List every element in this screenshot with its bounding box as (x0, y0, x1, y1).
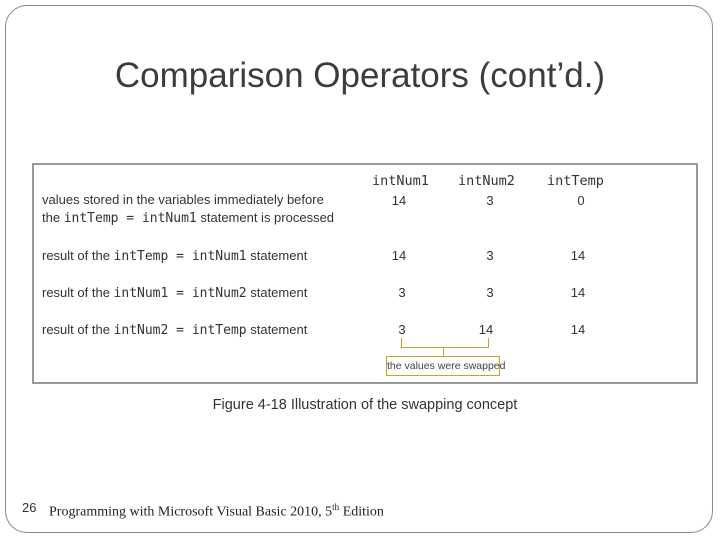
header-intnum1: intNum1 (372, 173, 429, 189)
row-3-value-inttemp: 14 (570, 322, 586, 337)
row-2-value-inttemp: 14 (570, 285, 586, 300)
row-2-value-intnum1: 3 (398, 285, 406, 300)
swap-callout: the values were swapped (386, 356, 500, 376)
swap-figure (32, 163, 698, 384)
row-0-value-intnum2: 3 (486, 193, 494, 208)
row-0-value-inttemp: 0 (577, 193, 585, 208)
row-3-value-intnum1: 3 (398, 322, 406, 337)
row-1-value-intnum1: 14 (391, 248, 407, 263)
row-0-label-line2: the intTemp = intNum1 statement is processed (42, 210, 335, 226)
figure-caption: Figure 4-18 Illustration of the swapping concept (212, 397, 518, 413)
row-3-value-intnum2: 14 (478, 322, 494, 337)
row-0-label-line1: values stored in the variables immediately before (42, 192, 324, 207)
swap-bracket (401, 338, 489, 348)
row-2-value-intnum2: 3 (486, 285, 494, 300)
swap-bracket-stem (443, 347, 444, 356)
row-0-value-intnum1: 14 (391, 193, 407, 208)
slide-title: Comparison Operators (cont’d.) (114, 56, 606, 95)
row-3-label: result of the intNum2 = intTemp statement (42, 322, 308, 338)
row-1-value-intnum2: 3 (486, 248, 494, 263)
row-2-label: result of the intNum1 = intNum2 statement (42, 285, 308, 301)
header-inttemp: intTemp (547, 173, 604, 189)
footer-text: Programming with Microsoft Visual Basic 2010, 5th Edition (49, 502, 384, 520)
row-1-value-inttemp: 14 (570, 248, 586, 263)
header-intnum2: intNum2 (458, 173, 515, 189)
page-number: 26 (22, 500, 37, 515)
row-1-label: result of the intTemp = intNum1 statement (42, 248, 308, 264)
